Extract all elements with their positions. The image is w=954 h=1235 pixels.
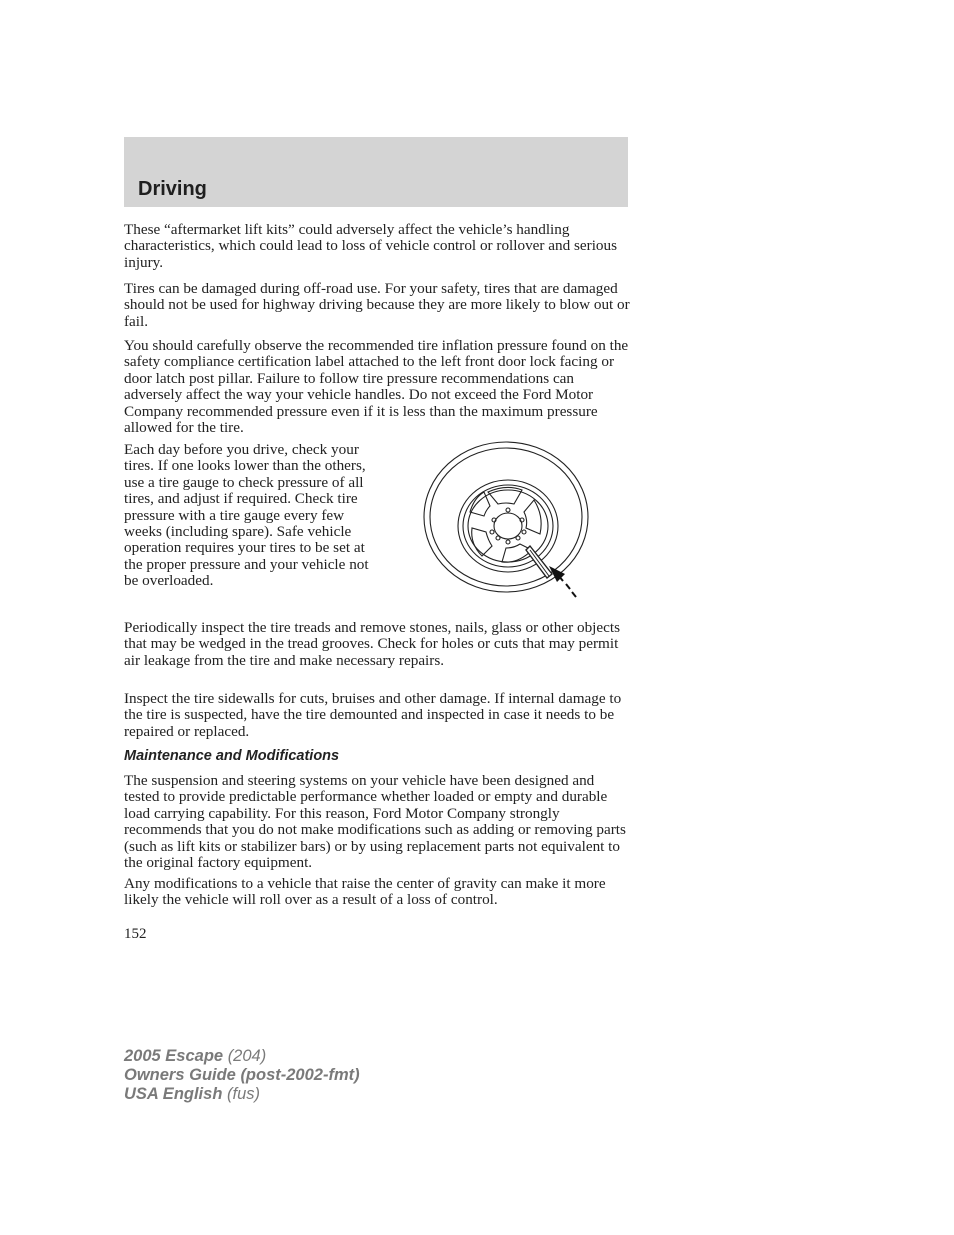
document-footer: [124, 1047, 360, 1104]
tire-valve-illustration: [418, 440, 590, 608]
footer-language: USA English: [124, 1085, 223, 1103]
footer-model-code: (204): [227, 1047, 267, 1065]
paragraph-tread-inspection: Periodically inspect the tire treads and remove stones, nails, glass or other objects that may be wedged in the tread grooves. Check for holes or cuts that may permit air leakage from the tire and make necessary repairs.: [124, 619, 620, 669]
subheading-maintenance: Maintenance and Modifications: [124, 748, 340, 764]
section-title: Driving: [138, 178, 207, 200]
paragraph-offroad-damage: Tires can be damaged during off-road use. For your safety, tires that are damaged should not be used for highway driving because they are more likely to blow out or fail.: [124, 280, 630, 330]
footer-guide: Owners Guide (post-2002-fmt): [124, 1066, 360, 1084]
paragraph-center-of-gravity: Any modifications to a vehicle that raise the center of gravity can make it more likely the vehicle will roll over as a result of a loss of control.: [124, 875, 606, 909]
paragraph-inflation-pressure: You should carefully observe the recommended tire inflation pressure found on the safety compliance certification label attached to the left front door lock facing or door latch post pillar. Failure to follow tire pressure recommendations can adversely affect the way your vehicle handles. Do not exceed the Ford Motor Company recommended pressure even if it is less than the maximum pressure allowed for the tire.: [124, 337, 629, 437]
tire-icon: [424, 442, 588, 592]
page-number: 152: [124, 926, 147, 942]
paragraph-suspension: The suspension and steering systems on your vehicle have been designed and tested to provide predictable performance whether loaded or empty and durable load carrying capability. For this reason, Ford Motor Company strongly recommends that you do not make modifications such as adding or removing parts (such as lift kits or stabilizer bars) or by using replacement parts not equivalent to the original factory equipment.: [124, 772, 626, 872]
footer-model: 2005 Escape: [124, 1047, 224, 1065]
footer-language-code: (fus): [227, 1085, 260, 1103]
footer-guide-line: [124, 1066, 360, 1085]
paragraph-lift-kits: These “aftermarket lift kits” could adversely affect the vehicle’s handling characteristics, which could lead to loss of vehicle control or rollover and serious injury.: [124, 221, 618, 271]
footer-language-line: [124, 1085, 360, 1104]
footer-model-line: [124, 1047, 360, 1066]
section-header: [124, 137, 628, 207]
paragraph-daily-check: Each day before you drive, check your tires. If one looks lower than the others, use a tire gauge to check pressure of all tires, and adjust if required. Check tire pressure with a tire gauge every few weeks (including spare). Safe vehicle operation requires your tires to be set at the proper pressure and your vehicle not be overloaded.: [124, 441, 369, 590]
paragraph-sidewall-inspection: Inspect the tire sidewalls for cuts, bruises and other damage. If internal damage to the tire is suspected, have the tire demounted and inspected in case it needs to be repaired or replaced.: [124, 690, 622, 740]
